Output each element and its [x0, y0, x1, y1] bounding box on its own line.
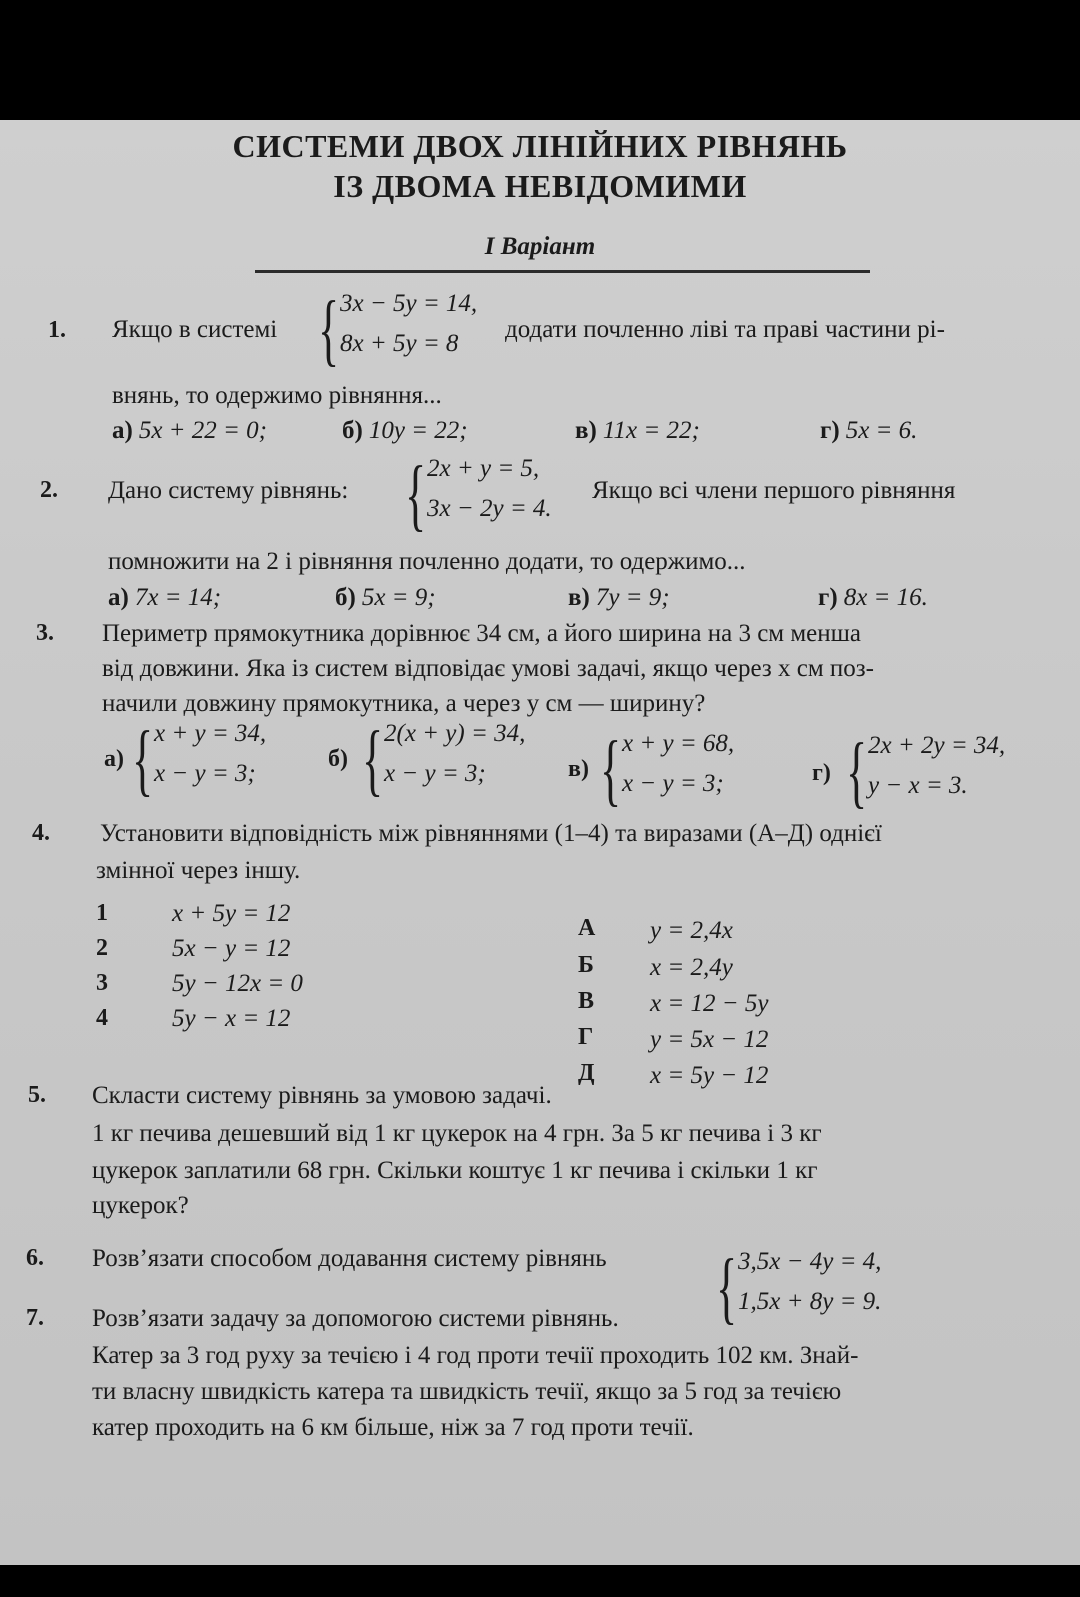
q4-left-4-num: 4	[96, 1005, 108, 1031]
q3-option-b-eq-2: x − y = 3;	[384, 760, 486, 787]
q1-number: 1.	[48, 317, 66, 343]
q3-line-1: Периметр прямокутника дорівнює 34 см, а його ширина на 3 см менша	[102, 620, 862, 647]
q2-text-cont: помножити на 2 і рівняння почленно додати, то одержимо...	[108, 548, 746, 575]
q7-line-2: Катер за 3 год руху за течією і 4 год проти течії проходить 102 км. Знай-	[92, 1342, 859, 1369]
q5-line-2: 1 кг печива дешевший від 1 кг цукерок на 4 грн. За 5 кг печива і 3 кг	[92, 1120, 822, 1147]
q7-line-1: Розв’язати задачу за допомогою системи рівнянь.	[92, 1305, 619, 1332]
q2-number: 2.	[40, 477, 58, 503]
q3-option-a-eq-1: x + y = 34,	[154, 720, 267, 747]
q4-line-2: змінної через іншу.	[96, 857, 301, 884]
q3-option-d-eq-1: 2x + 2y = 34,	[868, 732, 1006, 759]
q4-right-c-eq: x = 12 − 5y	[650, 990, 769, 1017]
q5-line-4: цукерок?	[92, 1192, 189, 1219]
q1-option-b: б) 10y = 22;	[342, 417, 468, 444]
q2-system-eq-2: 3x − 2y = 4.	[427, 495, 552, 522]
q7-line-4: катер проходить на 6 км більше, ніж за 7 год проти течії.	[92, 1414, 694, 1441]
q2-option-b: б) 5x = 9;	[335, 584, 436, 611]
q3-number: 3.	[36, 620, 54, 646]
q4-left-2-eq: 5x − y = 12	[172, 935, 291, 962]
q3-line-2: від довжини. Яка із систем відповідає умові задачі, якщо через x см поз-	[102, 655, 874, 682]
q6-system-eq-1: 3,5x − 4y = 4,	[738, 1248, 882, 1275]
q4-number: 4.	[32, 820, 50, 846]
q4-left-2-num: 2	[96, 935, 108, 961]
q4-right-e-eq: x = 5y − 12	[650, 1062, 769, 1089]
variant-heading: І Варіант	[484, 233, 596, 260]
q1-system-eq-2: 8x + 5y = 8	[340, 330, 459, 357]
q4-right-d-eq: y = 5x − 12	[650, 1026, 769, 1053]
q1-option-c: в) 11x = 22;	[575, 417, 700, 444]
q4-right-a-letter: А	[578, 915, 596, 941]
q1-option-d: г) 5x = 6.	[820, 417, 918, 444]
q3-option-c-eq-1: x + y = 68,	[622, 730, 735, 757]
q6-number: 6.	[26, 1245, 44, 1271]
q3-option-a-label: а)	[104, 746, 124, 772]
q4-right-a-eq: y = 2,4x	[650, 917, 733, 944]
q2-option-c: в) 7y = 9;	[568, 584, 670, 611]
q5-line-1: Скласти систему рівнянь за умовою задачі.	[92, 1082, 552, 1109]
q2-option-a: а) 7x = 14;	[108, 584, 222, 611]
q1-system-eq-1: 3x − 5y = 14,	[340, 290, 478, 317]
q2-system-eq-1: 2x + y = 5,	[427, 455, 540, 482]
q3-option-c-label: в)	[568, 756, 589, 782]
q4-left-3-num: 3	[96, 970, 108, 996]
q3-line-3: начили довжину прямокутника, а через y см — ширину?	[102, 690, 706, 717]
q4-right-e-letter: Д	[578, 1060, 595, 1086]
q3-option-c-eq-2: x − y = 3;	[622, 770, 724, 797]
q3-option-d-eq-2: y − x = 3.	[868, 772, 968, 799]
q1-option-a: а) 5x + 22 = 0;	[112, 417, 267, 444]
q4-right-b-eq: x = 2,4y	[650, 954, 733, 981]
q3-option-b-label: б)	[328, 746, 348, 772]
q4-left-4-eq: 5y − x = 12	[172, 1005, 291, 1032]
q3-option-b-eq-1: 2(x + y) = 34,	[384, 720, 526, 747]
q4-left-1-eq: x + 5y = 12	[172, 900, 291, 927]
q6-text: Розв’язати способом додавання систему рівнянь	[92, 1245, 607, 1272]
q7-number: 7.	[26, 1305, 44, 1331]
q4-right-b-letter: Б	[578, 952, 594, 978]
q5-line-3: цукерок заплатили 68 грн. Скільки коштує 1 кг печива і скільки 1 кг	[92, 1157, 818, 1184]
q1-text-cont: внянь, то одержимо рівняння...	[112, 382, 442, 409]
q4-left-3-eq: 5y − 12x = 0	[172, 970, 303, 997]
q1-text-before: Якщо в системі	[112, 316, 278, 343]
q7-line-3: ти власну швидкість катера та швидкість течії, якщо за 5 год за течією	[92, 1378, 842, 1405]
textbook-page: СИСТЕМИ ДВОХ ЛІНІЙНИХ РІВНЯНЬ ІЗ ДВОМА НЕВІДОМИМИ І Варіант 1. Якщо в системі { 3x − 5y = 14, 8x + 5y = 8 додати почленно ліві та праві частини рі- внянь, то одержимо рівняння... а) 5x + 22 = 0; б) 10y = 22; в) 11x = 22; г) 5x = 6. 2. Дано систему рівнянь: { 2x + y = 5, 3x − 2y = 4. Якщо всі члени першого рівняння помножити на 2 і рівняння почленно додати, то одержимо... а) 7x = 14; б) 5x = 9; в) 7y = 9; г) 8x = 16. 3. Периметр прямокутника дорівнює 34 см, а його ширина на 3 см менша від довжини. Яка із систем відповідає умові задачі, якщо через x см поз- начили довжину прямокутника, а через y см — ширину? а) { x + y = 34, x − y = 3; б) { 2(x + y) = 34, x − y = 3; в) { x + y = 68, x − y = 3; г) { 2x + 2y = 34, y − x = 3. 4. Установити відповідність між рівняннями (1–4) та виразами (А–Д) однієї змінної через іншу. 1 x + 5y = 12 2 5x − y = 12 3 5y − 12x = 0 4 5y − x = 12 А y = 2,4x Б x = 2,4y В x = 12 − 5y Г y = 5x − 12 Д x = 5y − 12 5. Скласти систему рівнянь за умовою задачі. 1 кг печива дешевший від 1 кг цукерок на 4 грн. За 5 кг печива і 3 кг цукерок заплатили 68 грн. Скільки коштує 1 кг печива і скільки 1 кг цукерок? 6. Розв’язати способом додавання систему рівнянь { 3,5x − 4y = 4, 1,5x + 8y = 9. 7. Розв’язати задачу за допомогою системи рівнянь. Катер за 3 год руху за течією і 4 год проти течії проходить 102 км. Знай- ти власну швидкість катера та швидкість течії, якщо за 5 год за течією катер проходить на 6 км більше, ніж за 7 год проти течії.	[0, 120, 1080, 1565]
q4-right-c-letter: В	[578, 988, 595, 1014]
q4-right-d-letter: Г	[578, 1024, 594, 1050]
heading-rule	[255, 270, 870, 273]
q2-option-d: г) 8x = 16.	[818, 584, 928, 611]
q2-text-after: Якщо всі члени першого рівняння	[592, 477, 956, 504]
q2-text-before: Дано систему рівнянь:	[108, 477, 349, 504]
q3-option-d-label: г)	[812, 760, 831, 786]
q3-option-a-eq-2: x − y = 3;	[154, 760, 256, 787]
q4-left-1-num: 1	[96, 900, 108, 926]
q6-system-eq-2: 1,5x + 8y = 9.	[738, 1288, 882, 1315]
title-line-2: ІЗ ДВОМА НЕВІДОМИМИ	[333, 168, 747, 204]
title-line-1: СИСТЕМИ ДВОХ ЛІНІЙНИХ РІВНЯНЬ	[232, 128, 848, 164]
q1-text-after: додати почленно ліві та праві частини рі-	[505, 316, 945, 343]
q5-number: 5.	[28, 1082, 46, 1108]
q4-line-1: Установити відповідність між рівняннями (1–4) та виразами (А–Д) однієї	[100, 820, 882, 847]
